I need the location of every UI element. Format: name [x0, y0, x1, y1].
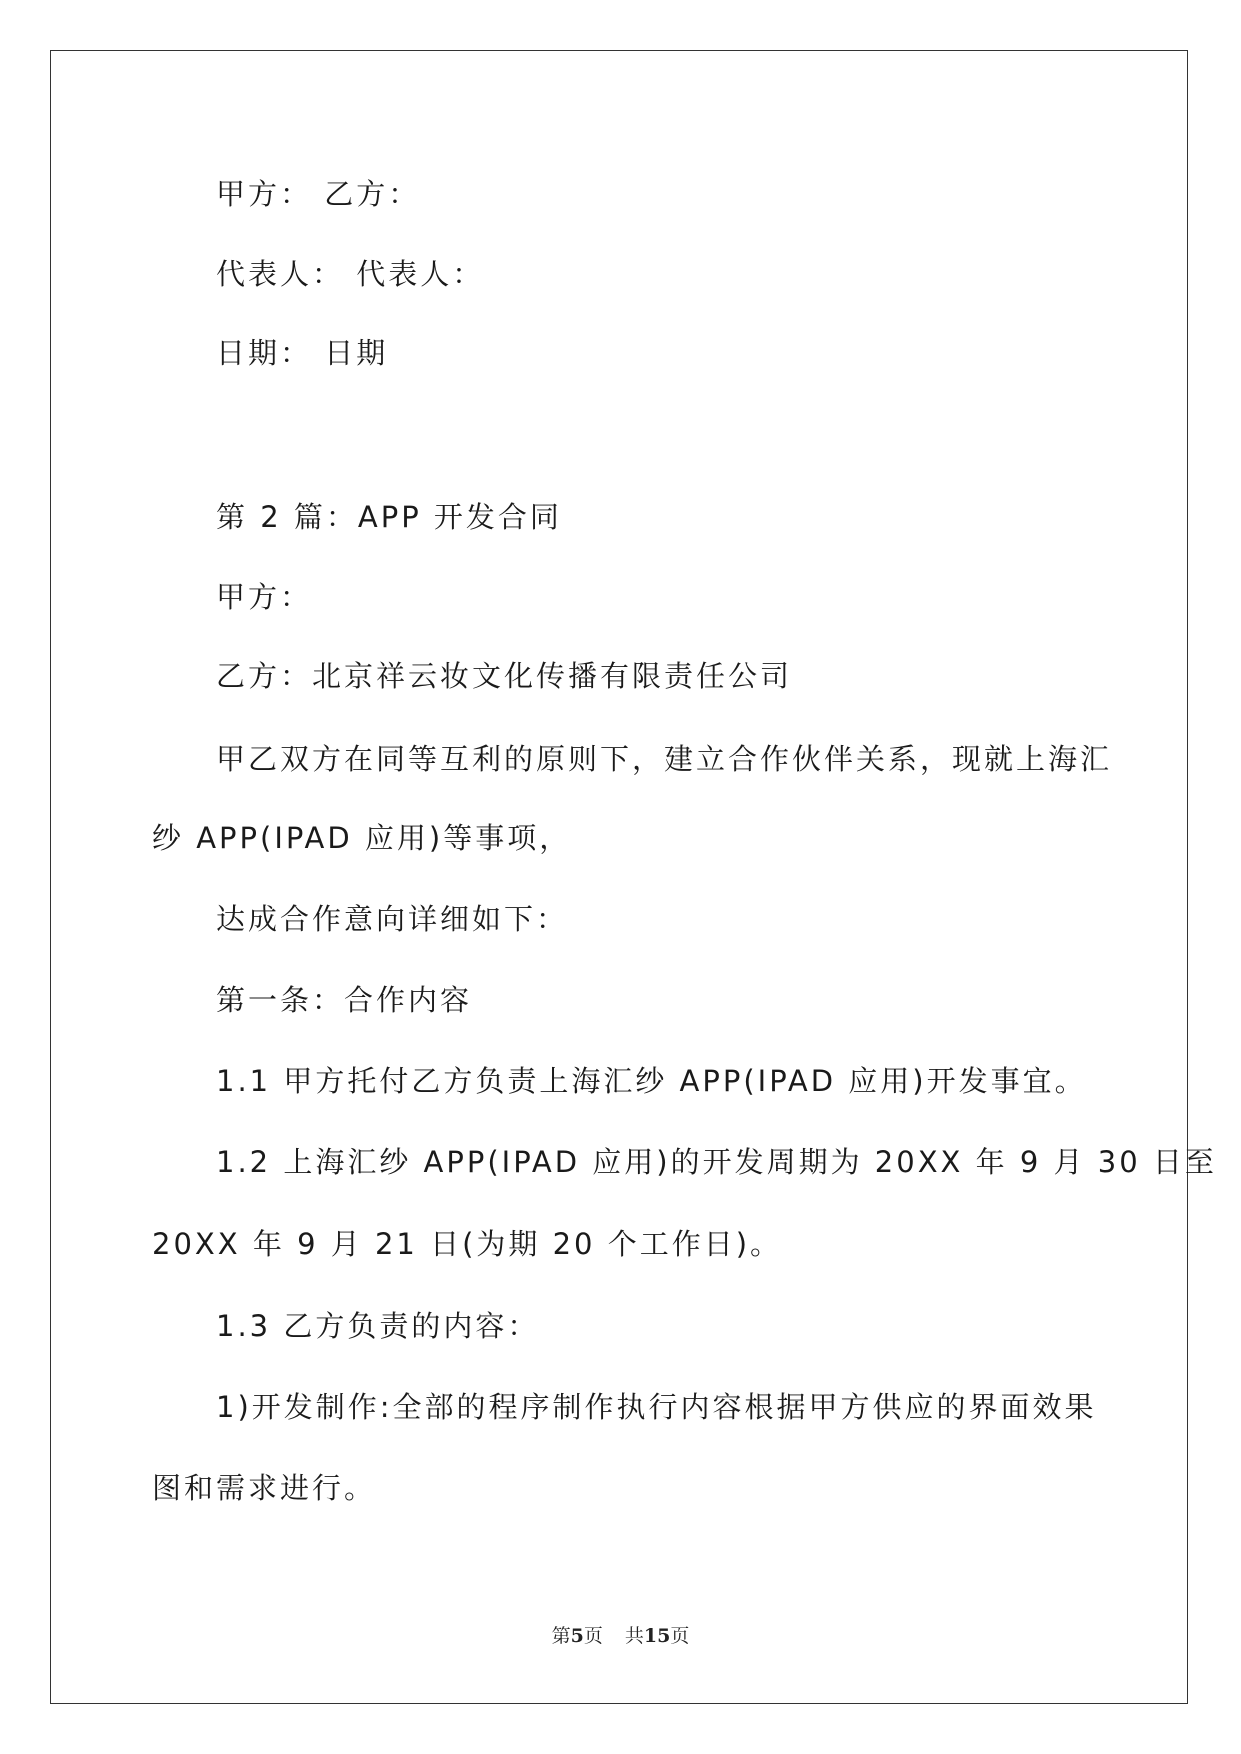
- clause-1-1: 1.1 甲方托付乙方负责上海汇纱 APP(IPAD 应用)开发事宜。: [216, 1064, 1087, 1098]
- page-footer: [0, 1623, 1241, 1649]
- footer-total-prefix: 共: [624, 1625, 644, 1647]
- representative-signature-line: 代表人： 代表人：: [216, 257, 485, 291]
- intro-paragraph-line-1: 甲乙双方在同等互利的原则下，建立合作伙伴关系，现就上海汇: [216, 742, 1113, 776]
- date-signature-line: 日期： 日期: [216, 336, 389, 370]
- item-1-line-1: 1)开发制作:全部的程序制作执行内容根据甲方供应的界面效果: [216, 1390, 1097, 1424]
- footer-total-number: 15: [643, 1625, 671, 1647]
- footer-page-prefix: 第: [551, 1625, 571, 1647]
- article-one-heading: 第一条：合作内容: [216, 983, 473, 1017]
- item-1-line-2: 图和需求进行。: [152, 1471, 377, 1505]
- section-title: 第 2 篇：APP 开发合同: [216, 500, 562, 534]
- footer-page-suffix: 页: [583, 1625, 603, 1647]
- footer-page-number: 5: [570, 1625, 584, 1647]
- footer-total-suffix: 页: [670, 1625, 690, 1647]
- intro-paragraph-line-2: 纱 APP(IPAD 应用)等事项，: [152, 821, 572, 855]
- clause-1-2-line-1: 1.2 上海汇纱 APP(IPAD 应用)的开发周期为 20XX 年 9 月 30 日至: [216, 1145, 1217, 1179]
- party-signature-line: 甲方： 乙方：: [216, 177, 421, 211]
- party-b-line: 乙方：北京祥云妆文化传播有限责任公司: [216, 659, 793, 693]
- page-border: [50, 50, 1188, 1704]
- party-a-line: 甲方：: [216, 580, 313, 614]
- intro-paragraph-line-3: 达成合作意向详细如下：: [216, 902, 569, 936]
- clause-1-3: 1.3 乙方负责的内容：: [216, 1309, 540, 1343]
- clause-1-2-line-2: 20XX 年 9 月 21 日(为期 20 个工作日)。: [152, 1227, 783, 1261]
